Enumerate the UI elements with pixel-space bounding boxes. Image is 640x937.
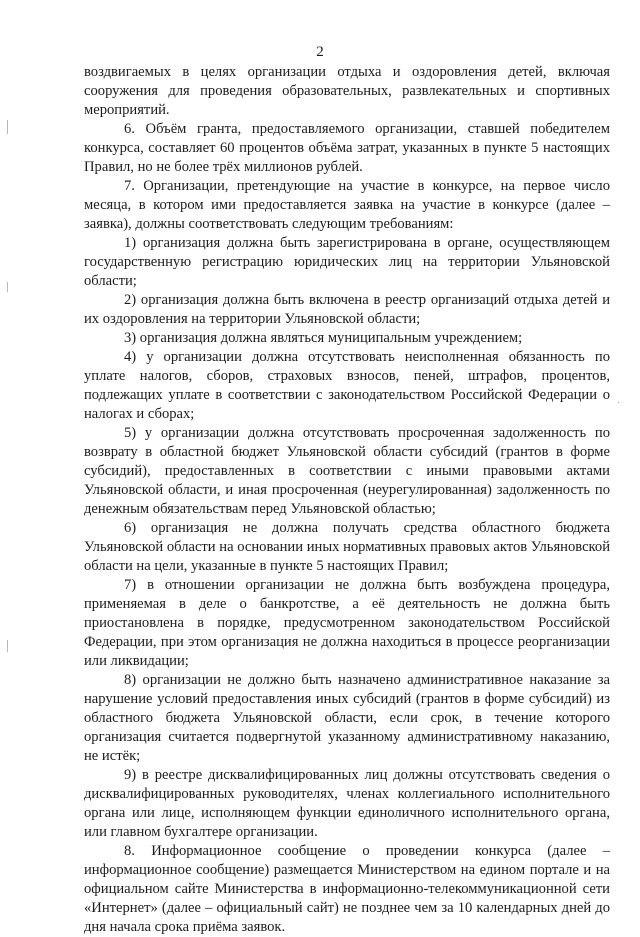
scan-artifact — [7, 640, 8, 652]
paragraph-continuation: воздвигаемых в целях организации отдыха и оздоровления детей, включая сооружения для проведения образовательных, развлекательных и спортивных мероприятий. — [84, 64, 610, 118]
paragraph-item-6: 6. Объём гранта, предоставляемого организации, ставшей победителем конкурса, составляет 60 процентов объёма затрат, указанных в пункте 5 настоящих Правил, но не более трёх миллионов рублей. — [84, 121, 610, 175]
requirement-4: 4) у организации должна отсутствовать неисполненная обязанность по уплате налогов, сборов, страховых взносов, пеней, штрафов, процентов, подлежащих уплате в соответствии с законодательством Российской Федерации о налогах и сборах; — [84, 349, 610, 422]
paragraph-item-8: 8. Информационное сообщение о проведении конкурса (далее – информационное сообщение) размещается Министерством на едином портале и на официальном сайте Министерства в информационно-телекоммуникационной сети «Интернет» (далее – официальный сайт) не позднее чем за 10 календарных дней до дня начала срока приёма заявок. — [84, 843, 610, 935]
requirement-6: 6) организация не должна получать средства областного бюджета Ульяновской области на основании иных нормативных правовых актов Ульяновской области на цели, указанные в пункте 5 настоящих Правил; — [84, 520, 611, 574]
requirement-9: 9) в реестре дисквалифицированных лиц должны отсутствовать сведения о дисквалифицированных руководителях, членах коллегиального исполнительного органа или лице, исполняющем функции единоличного исполнительного органа, или главном бухгалтере организации. — [84, 767, 610, 840]
document-body — [84, 63, 610, 937]
scan-artifact — [618, 402, 619, 403]
requirement-5: 5) у организации должна отсутствовать просроченная задолженность по возврату в областной бюджет Ульяновской области субсидий (грантов в форме субсидий), предоставленных в соответствии с иными правовыми актами Ульяновской области, и иная просроченная (неурегулированная) задолженность по денежным обязательствам перед Ульяновской областью; — [84, 425, 610, 517]
requirement-1: 1) организация должна быть зарегистрирована в органе, осуществляющем государственную регистрацию юридических лиц на территории Ульяновской области; — [84, 235, 610, 289]
requirement-2: 2) организация должна быть включена в реестр организаций отдыха детей и их оздоровления на территории Ульяновской области; — [84, 292, 610, 327]
requirement-8: 8) организации не должно быть назначено административное наказание за нарушение условий предоставления иных субсидий (грантов в форме субсидий) из областного бюджета Ульяновской области, если срок, в течение которого организация считается подвергнутой указанному административному наказанию, не истёк; — [84, 672, 610, 764]
page-number: 2 — [316, 44, 324, 60]
requirement-3: 3) организация должна являться муниципальным учреждением; — [124, 330, 523, 346]
requirement-7: 7) в отношении организации не должна быть возбуждена процедура, применяемая в деле о банкротстве, а её деятельность не должна быть приостановлена в порядке, предусмотренном законодательством Российской Федерации, при этом организация не должна находиться в процессе реорганизации или ликвидации; — [84, 577, 610, 669]
paragraph-item-7: 7. Организации, претендующие на участие в конкурсе, на первое число месяца, в котором ими предоставляется заявка на участие в конкурсе (далее – заявка), должны соответствовать следующим требованиям: — [84, 178, 610, 232]
scan-artifact — [7, 120, 8, 134]
scan-artifact — [7, 282, 8, 292]
